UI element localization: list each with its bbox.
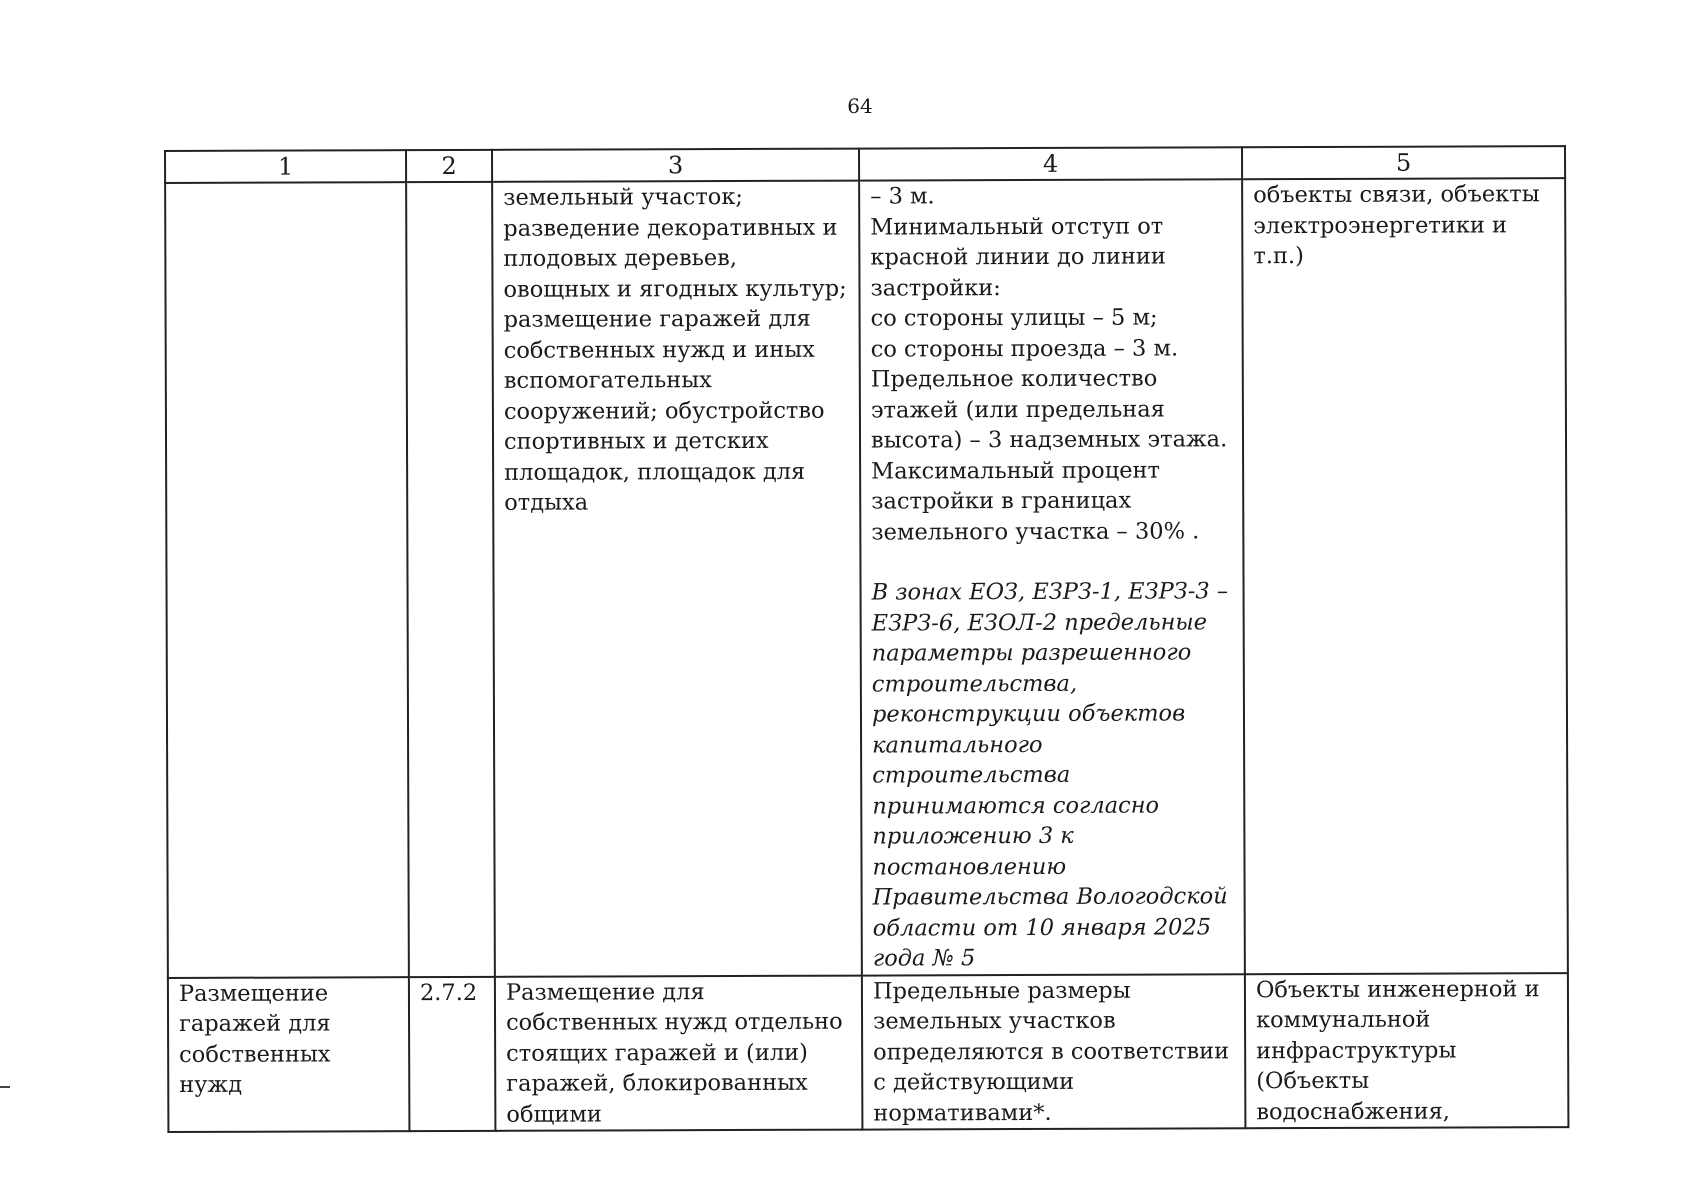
- table-header-row: [165, 146, 1565, 183]
- parameters-zone-note: В зонах ЕОЗ, ЕЗРЗ-1, ЕЗРЗ-3 – ЕЗРЗ-6, ЕЗОЛ-2 предельные параметры разрешенного строительства, реконструкции объектов капитального строительства принимаются согласно приложению 3 к постановлению Правительства Вологодской области от 10 января 2025 года № 5: [871, 578, 1229, 972]
- parameters-cell: [862, 974, 1246, 1130]
- description-cell: [492, 181, 862, 977]
- column-header-1: 1: [165, 150, 406, 183]
- infrastructure-cell: [1242, 178, 1568, 974]
- parameters-text: – 3 м. Минимальный отступ от красной линии до линии застройки: со стороны улицы – 5 м; со стороны проезда – 3 м. Предельное количество этажей (или предельная высота) – 3 надземных этажа. Максимальный процент застройки в границах земельного участка – 30% .: [870, 183, 1228, 546]
- code-cell: [406, 182, 495, 977]
- infrastructure-text: объекты связи, объекты электроэнергетики и т.п.): [1253, 181, 1540, 270]
- description-text: земельный участок; разведение декоративных и плодовых деревьев, овощных и ягодных культур; размещение гаражей для собственных нужд и иных вспомогательных сооружений; обустройство спортивных и детских площадок, площадок для отдыха: [503, 183, 847, 516]
- scan-edge-mark: [0, 1086, 10, 1088]
- parameters-cell: [859, 179, 1245, 975]
- use-type-text: [176, 183, 395, 184]
- description-text: Размещение для собственных нужд отдельно стоящих гаражей и (или) гаражей, блокированных общими: [505, 978, 843, 1128]
- column-header-5: 5: [1242, 146, 1565, 179]
- use-type-cell: [165, 182, 409, 977]
- infrastructure-cell: [1245, 973, 1569, 1129]
- code-text: 2.7.2: [419, 979, 478, 1006]
- column-header-2: 2: [406, 150, 492, 182]
- column-header-3: 3: [492, 149, 859, 182]
- description-cell: [495, 975, 863, 1131]
- paragraph-gap: [871, 546, 1232, 577]
- use-type-cell: [168, 977, 410, 1132]
- parameters-text: Предельные размеры земельных участков определяются в соответствии с действующими нормативами*.: [872, 977, 1230, 1127]
- table-row: [168, 973, 1569, 1132]
- table-row: [165, 178, 1568, 977]
- regulations-table: [164, 145, 1569, 1133]
- code-cell: [409, 976, 496, 1131]
- page-number: 64: [847, 94, 873, 118]
- column-header-4: 4: [859, 147, 1242, 180]
- infrastructure-text: Объекты инженерной и коммунальной инфраструктуры (Объекты водоснабжения,: [1255, 975, 1540, 1125]
- use-type-text: Размещение гаражей для собственных нужд: [178, 979, 331, 1098]
